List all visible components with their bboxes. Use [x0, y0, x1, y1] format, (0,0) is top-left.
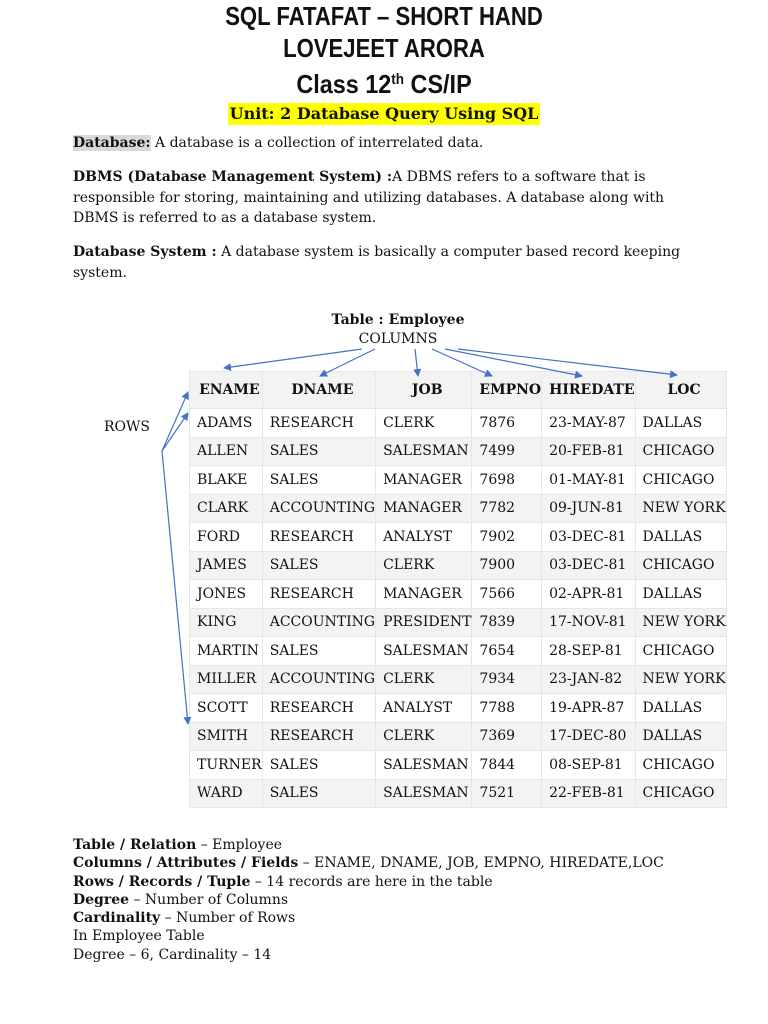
class-text: Class 12 — [296, 69, 392, 99]
column-header: DNAME — [262, 372, 375, 409]
table-cell: NEW YORK — [635, 665, 726, 694]
table-cell: RESEARCH — [262, 580, 375, 609]
table-cell: FORD — [190, 523, 263, 552]
table-cell: CHICAGO — [635, 779, 726, 808]
table-cell: CLERK — [376, 722, 472, 751]
summary-line — [73, 854, 664, 872]
table-cell: JONES — [190, 580, 263, 609]
table-cell: CHICAGO — [635, 637, 726, 666]
database-label: Database: — [73, 135, 151, 151]
dbms-text: A DBMS refers to a software that is responsible for storing, maintaining and utilizing databases. A database along with DBMS is referred to as a database system. — [73, 169, 665, 226]
table-cell: NEW YORK — [635, 494, 726, 523]
table-cell: SALESMAN — [376, 437, 472, 466]
table-cell: 03-DEC-81 — [542, 551, 635, 580]
table-cell: SALES — [262, 437, 375, 466]
table-cell: MANAGER — [376, 466, 472, 495]
dbms-label: DBMS (Database Management System) : — [73, 169, 393, 185]
rows-label: ROWS — [104, 419, 150, 435]
summary-line — [73, 891, 664, 909]
table-cell: 7698 — [472, 466, 542, 495]
table-cell: 7566 — [472, 580, 542, 609]
table-cell: SALES — [262, 779, 375, 808]
table-cell: ALLEN — [190, 437, 263, 466]
table-cell: MANAGER — [376, 494, 472, 523]
table-cell: SMITH — [190, 722, 263, 751]
table-cell: SALES — [262, 551, 375, 580]
summary-line — [73, 927, 664, 945]
summary-label: Degree — [73, 891, 130, 908]
column-arrow-job — [415, 349, 418, 376]
summary-line — [73, 836, 664, 854]
table-cell: SALESMAN — [376, 637, 472, 666]
table-cell: SALESMAN — [376, 779, 472, 808]
table-cell: 7900 — [472, 551, 542, 580]
table-cell: SALES — [262, 637, 375, 666]
summary-label: Table / Relation — [73, 837, 197, 853]
summary-text: In Employee Table — [73, 928, 205, 945]
table-cell: SALES — [262, 466, 375, 495]
summary-text: – Number of Columns — [129, 891, 289, 908]
row-arrow-2 — [162, 413, 188, 451]
author-name: LOVEJEET ARORA — [283, 33, 485, 63]
table-cell: 17-DEC-80 — [542, 722, 635, 751]
table-cell: ADAMS — [190, 409, 263, 438]
columns-label: COLUMNS — [358, 331, 438, 347]
summary-label: Rows / Records / Tuple — [73, 873, 251, 890]
class-sup: th — [391, 71, 405, 88]
summary-section — [73, 836, 664, 964]
table-cell: 7844 — [472, 751, 542, 780]
summary-text: Degree – 6, Cardinality – 14 — [73, 946, 272, 963]
table-cell: CLERK — [376, 665, 472, 694]
table-cell: 01-MAY-81 — [542, 466, 635, 495]
summary-text: – 14 records are here in the table — [250, 873, 493, 890]
table-cell: BLAKE — [190, 466, 263, 495]
table-cell: DALLAS — [635, 722, 726, 751]
table-cell: DALLAS — [635, 409, 726, 438]
table-cell: MILLER — [190, 665, 263, 694]
table-cell: 7654 — [472, 637, 542, 666]
table-cell: 7369 — [472, 722, 542, 751]
table-cell: DALLAS — [635, 694, 726, 723]
table-cell: 03-DEC-81 — [542, 523, 635, 552]
table-cell: RESEARCH — [262, 722, 375, 751]
table-cell: 19-APR-87 — [542, 694, 635, 723]
table-cell: 7521 — [472, 779, 542, 808]
table-cell: 08-SEP-81 — [542, 751, 635, 780]
unit-heading: Unit: 2 Database Query Using SQL — [229, 104, 539, 123]
row-arrow-3 — [162, 451, 188, 724]
table-cell: ANALYST — [376, 523, 472, 552]
table-cell: 09-JUN-81 — [542, 494, 635, 523]
table-cell: 22-FEB-81 — [542, 779, 635, 808]
summary-label: Columns / Attributes / Fields — [73, 855, 299, 872]
table-cell: SCOTT — [190, 694, 263, 723]
table-cell: SALESMAN — [376, 751, 472, 780]
column-header: LOC — [635, 372, 726, 409]
doc-title: SQL FATAFAT – SHORT HAND — [225, 1, 543, 31]
table-cell: CLARK — [190, 494, 263, 523]
table-cell: DALLAS — [635, 580, 726, 609]
table-cell: 28-SEP-81 — [542, 637, 635, 666]
dbsys-label: Database System : — [73, 244, 217, 260]
column-header: HIREDATE — [542, 372, 635, 409]
table-cell: 7934 — [472, 665, 542, 694]
table-cell: 7499 — [472, 437, 542, 466]
table-cell: MARTIN — [190, 637, 263, 666]
table-cell: CHICAGO — [635, 551, 726, 580]
table-cell: ACCOUNTING — [262, 494, 375, 523]
table-cell: 7839 — [472, 608, 542, 637]
table-cell: 7788 — [472, 694, 542, 723]
table-cell: 7902 — [472, 523, 542, 552]
table-cell: 7876 — [472, 409, 542, 438]
summary-text: – Employee — [196, 837, 283, 853]
table-cell: MANAGER — [376, 580, 472, 609]
table-cell: 20-FEB-81 — [542, 437, 635, 466]
class-subject: CS/IP — [404, 69, 472, 99]
table-cell: CHICAGO — [635, 466, 726, 495]
table-cell: WARD — [190, 779, 263, 808]
table-cell: CHICAGO — [635, 751, 726, 780]
column-arrow-empno — [432, 349, 492, 376]
summary-text: – ENAME, DNAME, JOB, EMPNO, HIREDATE,LOC — [298, 855, 664, 872]
column-header: ENAME — [190, 372, 263, 409]
table-cell: PRESIDENT — [376, 608, 472, 637]
table-cell: SALES — [262, 751, 375, 780]
table-cell: CLERK — [376, 409, 472, 438]
table-cell: ANALYST — [376, 694, 472, 723]
table-cell: KING — [190, 608, 263, 637]
table-cell: RESEARCH — [262, 694, 375, 723]
table-cell: CLERK — [376, 551, 472, 580]
column-arrow-hiredate — [445, 349, 582, 376]
table-cell: 23-MAY-87 — [542, 409, 635, 438]
column-header: JOB — [376, 372, 472, 409]
table-caption: Table : Employee — [331, 312, 465, 328]
table-cell: ACCOUNTING — [262, 608, 375, 637]
row-arrow-1 — [162, 392, 188, 451]
dbsys-text: A database system is basically a computer based record keeping system. — [73, 244, 681, 281]
summary-text: – Number of Rows — [160, 910, 296, 927]
column-arrow-loc — [458, 349, 677, 375]
table-cell: 02-APR-81 — [542, 580, 635, 609]
summary-label: Cardinality — [73, 910, 161, 927]
table-cell: CHICAGO — [635, 437, 726, 466]
table-cell: 23-JAN-82 — [542, 665, 635, 694]
table-cell: RESEARCH — [262, 523, 375, 552]
table-cell: 17-NOV-81 — [542, 608, 635, 637]
table-cell: RESEARCH — [262, 409, 375, 438]
summary-line — [73, 873, 664, 891]
summary-line — [73, 946, 664, 964]
table-cell: DALLAS — [635, 523, 726, 552]
table-cell: ACCOUNTING — [262, 665, 375, 694]
table-cell: NEW YORK — [635, 608, 726, 637]
table-cell: 7782 — [472, 494, 542, 523]
table-cell: TURNER — [190, 751, 263, 780]
summary-line — [73, 909, 664, 927]
column-header: EMPNO — [472, 372, 542, 409]
database-text: A database is a collection of interrelated data. — [150, 135, 484, 151]
table-cell: JAMES — [190, 551, 263, 580]
